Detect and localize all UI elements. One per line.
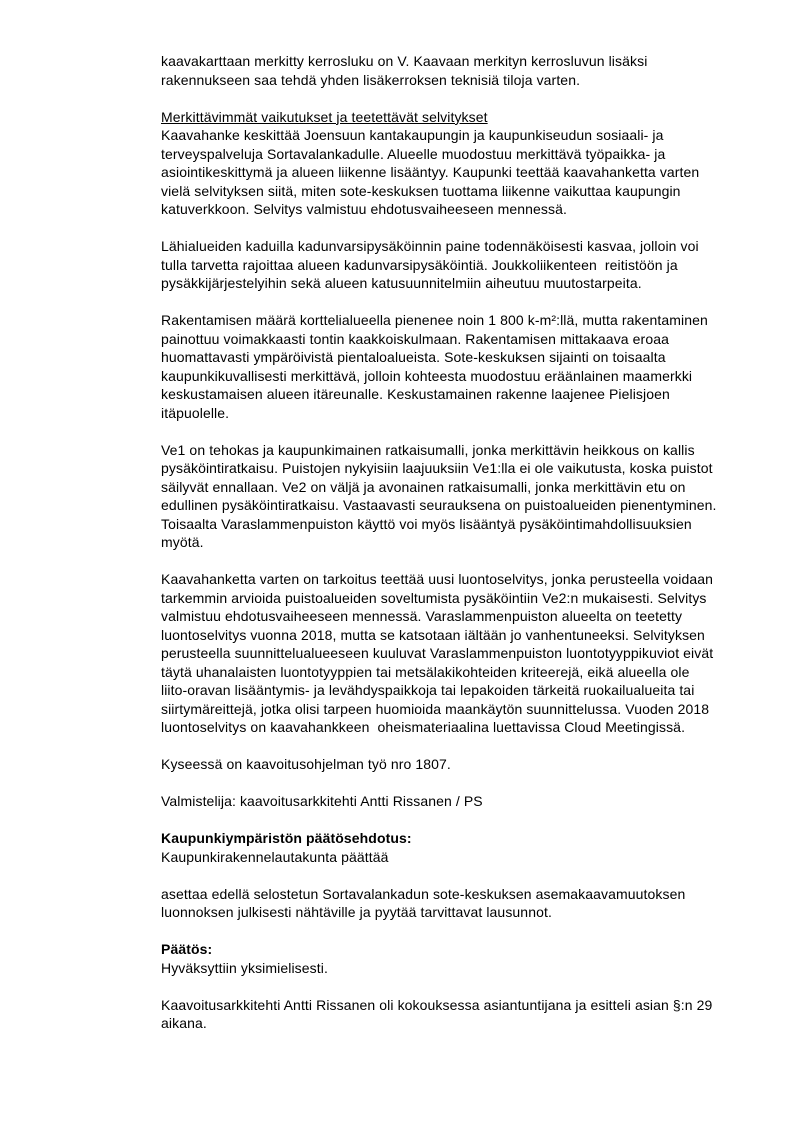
paragraph bbox=[161, 570, 751, 737]
paragraph bbox=[161, 441, 751, 552]
text-line: myötä. bbox=[161, 534, 204, 550]
text-line: perusteella suunnittelualueeseen kuuluvat Varaslammenpuiston luontotyyppikuviot eivät bbox=[161, 645, 714, 661]
paragraph bbox=[161, 126, 751, 219]
text-line: asiointikeskittymä ja alueen liikenne lisääntyy. Kaupunki teettää kaavahanketta varten bbox=[161, 164, 700, 180]
text-line: itäpuolelle. bbox=[161, 404, 230, 421]
paragraph bbox=[161, 848, 751, 867]
text-line: täytä uhanalaisten luontotyyppien tai metsälakikohteiden kriteerejä, eikä alueella ole bbox=[161, 663, 690, 680]
text-line: rakennukseen saa tehdä yhden lisäkerroksen teknisiä tiloja varten. bbox=[161, 71, 581, 88]
heading-bold bbox=[161, 829, 751, 848]
text-line: Valmistelija: kaavoitusarkkitehti Antti Rissanen / PS bbox=[161, 793, 483, 809]
text-line: valmistuu ehdotusvaiheeseen mennessä. Varaslammenpuiston alueelta on teetetty bbox=[161, 608, 683, 624]
text-line: Kaupunkiympäristön päätösehdotus: bbox=[161, 830, 412, 846]
text-line: tarkemmin arvioida puistoalueiden soveltumista pysäköintiin Ve2:n mukaisesti. Selvitys bbox=[161, 589, 707, 606]
heading-underlined bbox=[161, 108, 751, 127]
text-line: Rakentamisen määrä korttelialueella pienenee noin 1 800 k-m²:llä, mutta rakentaminen bbox=[161, 312, 708, 328]
text-line: aikana. bbox=[161, 1015, 207, 1031]
text-line: painottuu voimakkaasti tontin kaakkoiskulmaan. Rakentamisen mittakaava eroaa bbox=[161, 330, 669, 347]
paragraph bbox=[161, 311, 751, 422]
paragraph bbox=[161, 792, 751, 811]
paragraph bbox=[161, 885, 751, 922]
paragraph bbox=[161, 52, 751, 89]
text-line: Kaavahanke keskittää Joensuun kantakaupungin ja kaupunkiseudun sosiaali- ja bbox=[161, 127, 664, 143]
text-line: terveyspalveluja Sortavalankadulle. Alueelle muodostuu merkittävä työpaikka- ja bbox=[161, 145, 666, 162]
text-line: tulla tarvetta rajoittaa alueen kadunvarsipysäköintiä. Joukkoliikenteen reitistöön ja bbox=[161, 256, 678, 273]
text-line: Toisaalta Varaslammenpuiston käyttö voi myös lisääntyä pysäköintimahdollisuuksien bbox=[161, 515, 692, 532]
text-line: keskustamaisen alueen itäreunalle. Keskustamainen rakenne laajenee Pielisjoen bbox=[161, 386, 670, 402]
text-line: pysäkkijärjestelyihin sekä alueen katusuunnitelmiin aiheutuu muutostarpeita. bbox=[161, 275, 642, 291]
text-line: Lähialueiden kaduilla kadunvarsipysäköinnin paine todennäköisesti kasvaa, jolloin voi bbox=[161, 238, 699, 254]
text-line: luontoselvitys on kaavahankkeen oheismateriaalina luettavissa Cloud Meetingissä. bbox=[161, 719, 686, 735]
paragraph bbox=[161, 959, 751, 978]
text-line: Päätös: bbox=[161, 941, 213, 957]
text-line: huomattavasti ympäröivistä pientaloalueista. Sote-keskuksen sijainti on toisaalta bbox=[161, 349, 666, 365]
text-line: siirtymäreittejä, jotka olisi tarpeen huomioida maankäytön suunnittelussa. Vuoden 2018 bbox=[161, 700, 710, 717]
text-line: luontoselvitys vuonna 2018, mutta se katsotaan iältään jo vanhentuneeksi. Selvityksen bbox=[161, 626, 705, 643]
text-line: liito-oravan lisääntymis- ja levähdyspaikkoja tai lepakoiden tärkeitä ruokailualueita tai bbox=[161, 682, 695, 698]
text-line: katuverkkoon. Selvitys valmistuu ehdotusvaiheeseen mennessä. bbox=[161, 201, 567, 217]
text-line: luonnoksen julkisesti nähtäville ja pyytää tarvittavat lausunnot. bbox=[161, 904, 552, 920]
text-line: Kaavahanketta varten on tarkoitus teettää uusi luontoselvitys, jonka perusteella voidaan bbox=[161, 571, 714, 587]
heading-bold bbox=[161, 940, 751, 959]
text-line: Ve1 on tehokas ja kaupunkimainen ratkaisumalli, jonka merkittävin heikkous on kallis bbox=[161, 441, 695, 458]
paragraph bbox=[161, 755, 751, 774]
text-line: säilyvät ennallaan. Ve2 on väljä ja avonainen ratkaisumalli, jonka merkittävin etu on bbox=[161, 478, 686, 495]
text-line: Merkittävimmät vaikutukset ja teetettävät selvitykset bbox=[161, 108, 488, 125]
text-line: Kyseessä on kaavoitusohjelman työ nro 1807. bbox=[161, 756, 451, 772]
text-line: Kaupunkirakennelautakunta päättää bbox=[161, 848, 389, 865]
text-line: edullinen pysäköintiratkaisu. Vastaavasti seurauksena on puistoalueiden pienentyminen. bbox=[161, 497, 717, 513]
text-line: kaupunkikuvallisesti merkittävä, jolloin kohteesta muodostuu eräänlainen maamerkki bbox=[161, 367, 693, 384]
paragraph bbox=[161, 996, 751, 1033]
text-line: Kaavoitusarkkitehti Antti Rissanen oli kokouksessa asiantuntijana ja esitteli asian §:n 29 bbox=[161, 996, 713, 1013]
text-line: vielä selvityksen siitä, miten sote-keskuksen tuottama liikenne vaikuttaa kaupungin bbox=[161, 182, 681, 199]
text-line: kaavakarttaan merkitty kerrosluku on V. Kaavaan merkityn kerrosluvun lisäksi bbox=[161, 53, 648, 69]
text-line: asettaa edellä selostetun Sortavalankadun sote-keskuksen asemakaavamuutoksen bbox=[161, 885, 686, 902]
text-line: Hyväksyttiin yksimielisesti. bbox=[161, 959, 328, 976]
document-content bbox=[161, 52, 751, 1033]
text-line: pysäköintiratkaisu. Puistojen nykyisiin laajuuksiin Ve1:lla ei ole vaikutusta, koska puistot bbox=[161, 460, 713, 476]
paragraph bbox=[161, 237, 751, 293]
